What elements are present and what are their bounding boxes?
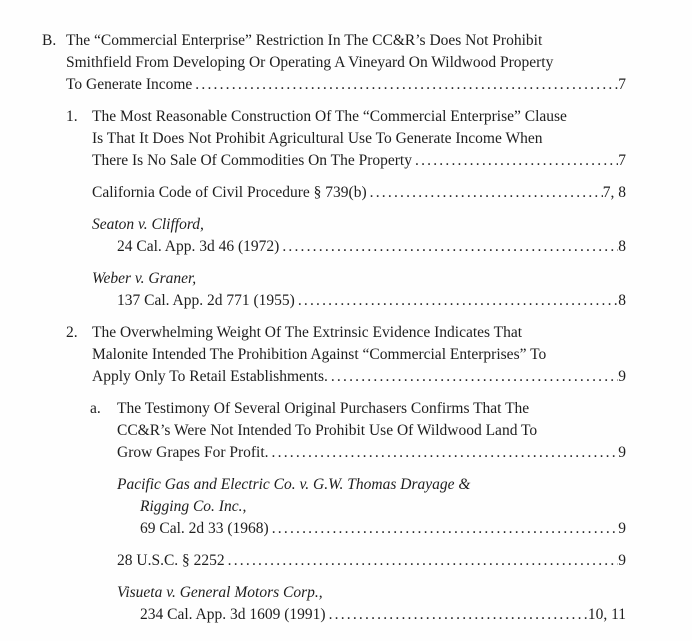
page-number: 7 [618, 76, 626, 93]
dot-leader [269, 518, 619, 540]
toc-entry-case-pge [0, 474, 626, 540]
toc-entry-item-1 [0, 106, 626, 172]
page-number: 8 [618, 238, 626, 255]
item-1-label: 1. [66, 108, 78, 125]
dot-leader [192, 74, 618, 96]
dot-leader [279, 236, 618, 258]
page-number: 9 [618, 368, 626, 385]
item-2-label: 2. [66, 324, 78, 341]
page-number: 8 [618, 292, 626, 309]
dot-leader [367, 182, 603, 204]
case-name-line-1: Pacific Gas and Electric Co. v. G.W. Thomas Drayage & [117, 476, 471, 493]
dot-leader [269, 442, 619, 464]
item-1-line-2: Is That It Does Not Prohibit Agricultural Use To Generate Income When [92, 130, 543, 147]
item-2-line-2: Malonite Intended The Prohibition Against “Commercial Enterprises” To [92, 346, 547, 363]
case-citation: 234 Cal. App. 3d 1609 (1991) ..... 10, 11 [117, 604, 626, 626]
case-name: Seaton v. Clifford, [92, 216, 204, 233]
item-a-line-3: Grow Grapes For Profit. ..... 9 [117, 442, 626, 464]
toc-entry-case-visueta [0, 582, 626, 626]
dot-leader [225, 550, 619, 572]
dot-leader [295, 290, 618, 312]
dot-leader [326, 604, 588, 626]
section-b-line-2: Smithfield From Developing Or Operating A Vineyard On Wildwood Property [66, 54, 554, 71]
item-2-line-1: The Overwhelming Weight Of The Extrinsic Evidence Indicates That [92, 324, 523, 341]
toc-entry-item-2 [0, 322, 626, 388]
toc-entry-authority-ccp [0, 182, 626, 204]
case-citation: 137 Cal. App. 2d 771 (1955) ..... 8 [92, 290, 626, 312]
item-a-label: a. [90, 400, 101, 417]
toc-entry-case-weber [0, 268, 626, 312]
authority-text: California Code of Civil Procedure § 739(b) [92, 184, 367, 201]
page-number: 10, 11 [587, 606, 626, 623]
section-b-line-3: To Generate Income ..... 7 [66, 74, 626, 96]
toc-entry-item-a [0, 398, 626, 464]
case-name: Visueta v. General Motors Corp., [117, 584, 323, 601]
item-2-line-3: Apply Only To Retail Establishments. ..... 9 [92, 366, 626, 388]
toc-entry-authority-usc [0, 550, 626, 572]
authority-text: 28 U.S.C. § 2252 [117, 552, 225, 569]
toc-entry-case-seaton [0, 214, 626, 258]
item-a-line-2: CC&R’s Were Not Intended To Prohibit Use Of Wildwood Land To [117, 422, 538, 439]
section-b-line-1: The “Commercial Enterprise” Restriction In The CC&R’s Does Not Prohibit [66, 32, 543, 49]
item-1-line-3: There Is No Sale Of Commodities On The Property ..... 7 [92, 150, 626, 172]
case-citation: 24 Cal. App. 3d 46 (1972) ..... 8 [92, 236, 626, 258]
case-name: Weber v. Graner, [92, 270, 197, 287]
page-number: 9 [618, 444, 626, 461]
item-a-line-1: The Testimony Of Several Original Purchasers Confirms That The [117, 400, 530, 417]
page-number: 9 [618, 552, 626, 569]
page-number: 7, 8 [602, 184, 626, 201]
page-number: 7 [618, 152, 626, 169]
dot-leader [328, 366, 618, 388]
page-number: 9 [618, 520, 626, 537]
case-name-line-2: Rigging Co. Inc., [140, 498, 247, 515]
section-b-label: B. [42, 32, 57, 49]
item-1-line-1: The Most Reasonable Construction Of The “Commercial Enterprise” Clause [92, 108, 567, 125]
toc-entry-section-b [0, 30, 626, 96]
dot-leader [412, 150, 618, 172]
case-citation: 69 Cal. 2d 33 (1968) ..... 9 [117, 518, 626, 540]
